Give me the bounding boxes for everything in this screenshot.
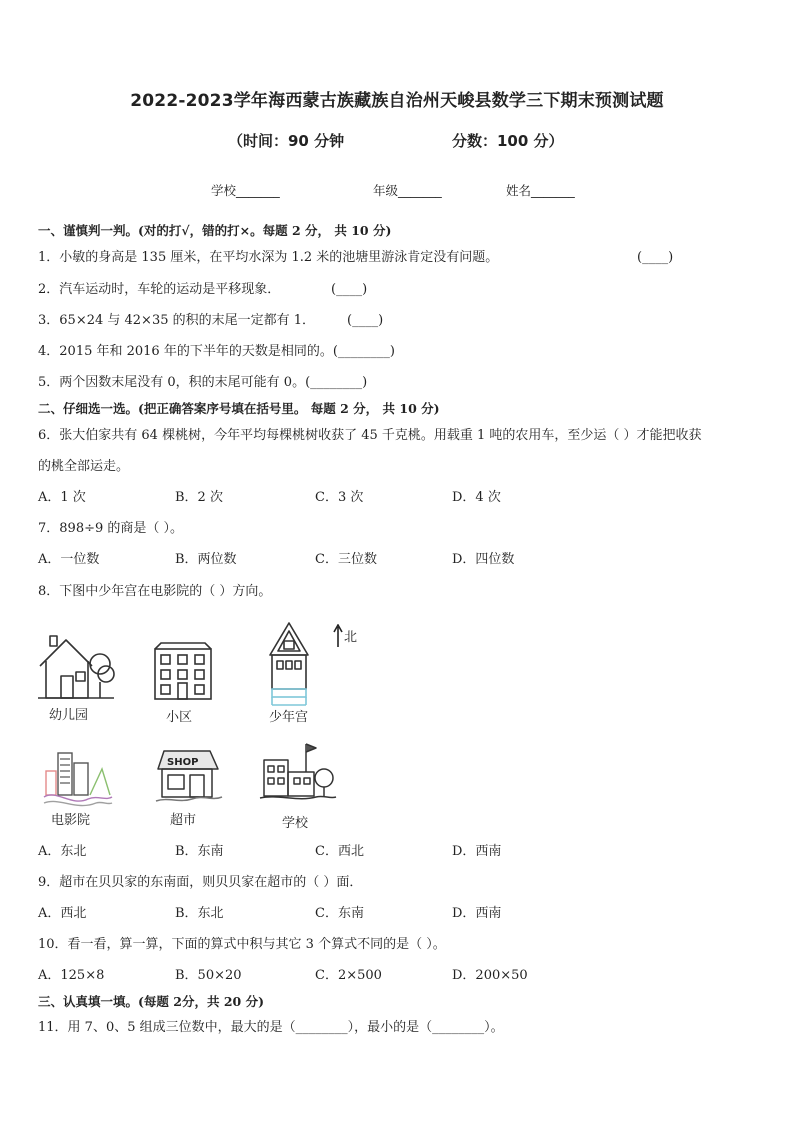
grade-field[interactable]: 年级_______ (373, 183, 442, 198)
question-7-option-a[interactable]: A．一位数 (38, 552, 100, 567)
page-title: 2022-2023学年海西蒙古族藏族自治州天峻县数学三下期末预测试题 (130, 91, 664, 111)
question-9: 9．超市在贝贝家的东南面，则贝贝家在超市的（ ）面． (38, 875, 363, 890)
question-6-line-1: 6．张大伯家共有 64 棵桃树，今年平均每棵桃树收获了 45 千克桃。用载重 1 吨的农用车，至少运（ ）才能把收获 (38, 428, 702, 443)
question-6-option-a[interactable]: A．1 次 (38, 490, 86, 505)
question-3-answer-blank[interactable]: (____) (347, 313, 384, 328)
question-3 (38, 312, 774, 330)
question-10-option-a[interactable]: A．125×8 (38, 968, 105, 983)
question-9-option-b[interactable]: B．东北 (175, 906, 224, 921)
question-5: 5．两个因数末尾没有 0，积的末尾可能有 0。(________) (38, 375, 368, 390)
question-7-option-b[interactable]: B．两位数 (175, 552, 237, 567)
north-arrow-icon (333, 624, 343, 648)
question-2-answer-blank[interactable]: (____) (331, 282, 368, 297)
question-11: 11．用 7、0、5 组成三位数中，最大的是（________），最小的是（________）。 (38, 1020, 504, 1035)
name-field[interactable]: 姓名_______ (506, 183, 575, 198)
shop-sign: SHOP (167, 757, 199, 768)
question-2-text: 2．汽车运动时，车轮的运动是平移现象． (38, 282, 281, 297)
question-1-answer-blank[interactable]: (____) (637, 250, 674, 265)
cinema-icon (42, 749, 114, 809)
place-label-residential-area: 小区 (166, 710, 193, 725)
question-8-option-d[interactable]: D．西南 (452, 844, 502, 859)
place-label-cinema: 电影院 (51, 813, 91, 828)
place-label-school: 学校 (282, 816, 309, 831)
question-10-option-c[interactable]: C．2×500 (315, 968, 382, 983)
exam-time: （时间：90 分钟 (228, 132, 345, 150)
question-9-option-d[interactable]: D．西南 (452, 906, 502, 921)
question-6-option-c[interactable]: C．3 次 (315, 490, 364, 505)
question-10: 10．看一看，算一算，下面的算式中积与其它 3 个算式不同的是（ ）。 (38, 937, 446, 952)
question-7-option-c[interactable]: C．三位数 (315, 552, 377, 567)
section-1-heading: 一、谨慎判一判。(对的打√，错的打×。每题 2 分， 共 10 分) (38, 223, 392, 238)
north-label: 北 (344, 630, 358, 645)
question-9-option-c[interactable]: C．东南 (315, 906, 364, 921)
place-label-kindergarten: 幼儿园 (49, 708, 89, 723)
supermarket-icon (152, 745, 224, 805)
question-9-option-a[interactable]: A．西北 (38, 906, 87, 921)
question-6-option-b[interactable]: B．2 次 (175, 490, 223, 505)
place-label-supermarket: 超市 (170, 813, 197, 828)
question-1-text: 1．小敏的身高是 135 厘米，在平均水深为 1.2 米的池塘里游泳肯定没有问题。 (38, 250, 499, 265)
question-6-line-2: 的桃全部运走。 (38, 459, 130, 474)
question-8: 8．下图中少年宫在电影院的（ ）方向。 (38, 584, 272, 599)
question-6-option-d[interactable]: D．4 次 (452, 490, 501, 505)
question-4: 4．2015 年和 2016 年的下半年的天数是相同的。(________) (38, 344, 395, 359)
question-7: 7．898÷9 的商是（ ）。 (38, 521, 184, 536)
question-10-option-b[interactable]: B．50×20 (175, 968, 242, 983)
kindergarten-icon (36, 628, 116, 700)
question-7-option-d[interactable]: D．四位数 (452, 552, 515, 567)
exam-score: 分数：100 分） (452, 132, 564, 150)
question-3-text: 3．65×24 与 42×35 的积的末尾一定都有 1． (38, 313, 316, 328)
school-icon (258, 742, 338, 808)
question-8-option-b[interactable]: B．东南 (175, 844, 224, 859)
youth-palace-icon (264, 621, 314, 709)
section-2-heading: 二、仔细选一选。(把正确答案序号填在括号里。 每题 2 分， 共 10 分) (38, 401, 440, 416)
residential-area-icon (153, 641, 213, 701)
section-3-heading: 三、认真填一填。(每题 2分，共 20 分) (38, 994, 264, 1009)
school-field[interactable]: 学校_______ (211, 183, 280, 198)
question-2 (38, 281, 774, 299)
question-8-option-a[interactable]: A．东北 (38, 844, 87, 859)
question-8-option-c[interactable]: C．西北 (315, 844, 364, 859)
question-10-option-d[interactable]: D．200×50 (452, 968, 528, 983)
place-label-youth-palace: 少年宫 (269, 710, 309, 725)
